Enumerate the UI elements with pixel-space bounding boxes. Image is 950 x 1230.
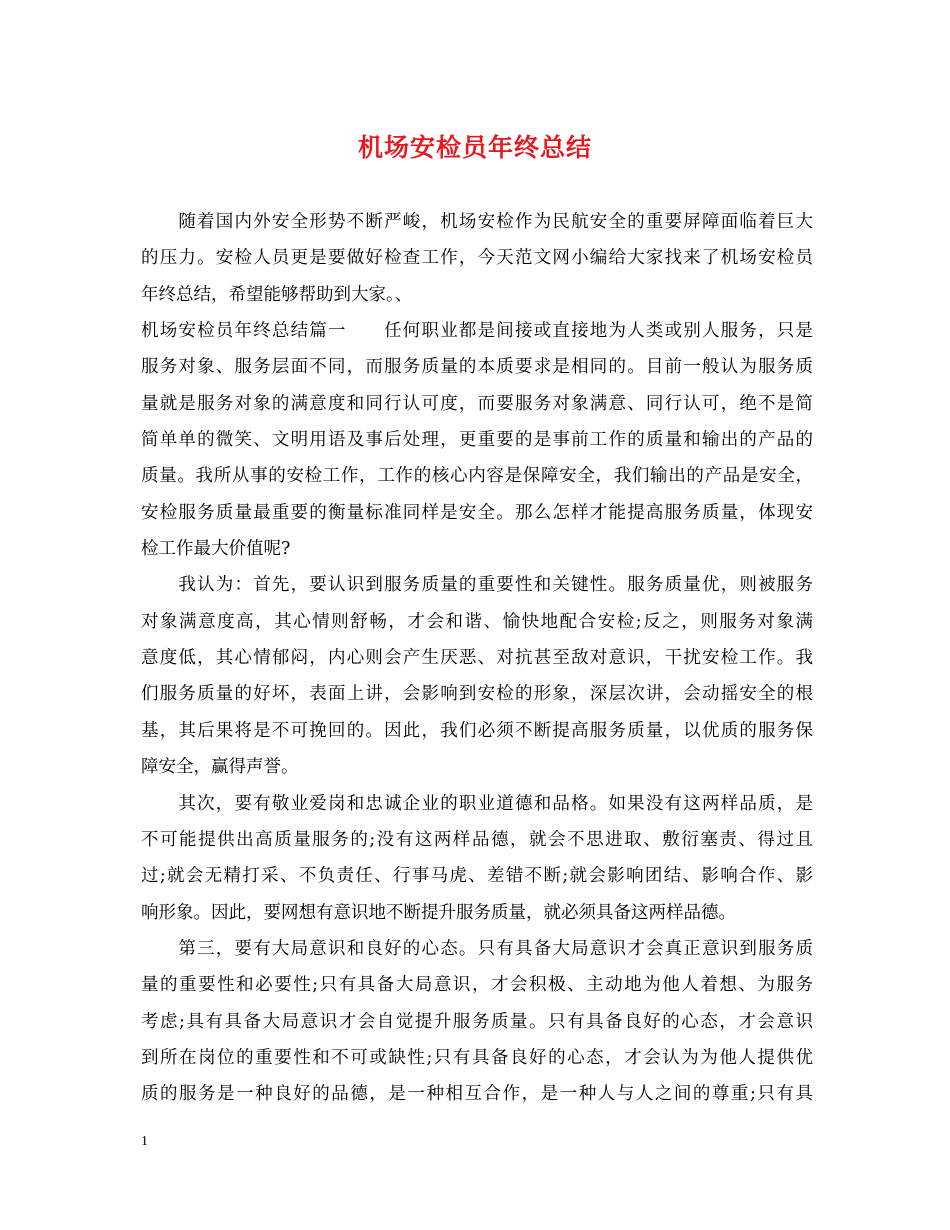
document-title: 机场安检员年终总结: [357, 133, 592, 162]
text-line: 服务对象、服务层面不同，而服务质量的本质要求是相同的。目前一般认为服务质: [141, 357, 813, 378]
text-line: 质量。我所从事的安检工作，工作的核心内容是保障安全，我们输出的产品是安全，: [141, 466, 813, 487]
text-line: 到所在岗位的重要性和不可或缺性;只有具备良好的心态，才会认为为他人提供优: [141, 1047, 813, 1068]
text-line: 机场安检员年终总结篇一 任何职业都是间接或直接地为人类或别人服务，只是: [141, 321, 813, 342]
text-line: 其次，要有敬业爱岗和忠诚企业的职业道德和品格。如果没有这两样品质，是: [141, 793, 813, 814]
text-line: 量的重要性和必要性;只有具备大局意识，才会积极、主动地为他人着想、为服务: [141, 975, 813, 996]
text-line: 简单单的微笑、文明用语及事后处理，更重要的是事前工作的质量和输出的产品的: [141, 430, 813, 451]
text-line: 意度低，其心情郁闷，内心则会产生厌恶、对抗甚至敌对意识，干扰安检工作。我: [141, 648, 813, 669]
text-line: 基，其后果将是不可挽回的。因此，我们必须不断提高服务质量，以优质的服务保: [141, 720, 813, 741]
text-line: 响形象。因此，要网想有意识地不断提升服务质量，就必须具备这两样品德。: [141, 902, 736, 923]
text-line: 年终总结，希望能够帮助到大家。、: [141, 284, 413, 305]
text-line: 质的服务是一种良好的品德，是一种相互合作，是一种人与人之间的尊重;只有具: [141, 1084, 813, 1105]
text-line: 考虑;具有具备大局意识才会自觉提升服务质量。只有具备良好的心态，才会意识: [141, 1011, 813, 1032]
text-line: 不可能提供出高质量服务的;没有这两样品德，就会不思进取、敷衍塞责、得过且: [141, 829, 813, 850]
text-line: 们服务质量的好坏，表面上讲，会影响到安检的形象，深层次讲，会动摇安全的根: [141, 684, 813, 705]
text-line: 障安全，赢得声誉。: [141, 757, 299, 778]
text-line: 安检服务质量最重要的衡量标准同样是安全。那么怎样才能提高服务质量，体现安: [141, 502, 813, 523]
text-line: 对象满意度高，其心情则舒畅，才会和谐、愉快地配合安检;反之，则服务对象满: [141, 611, 813, 632]
document-body: [141, 204, 813, 1113]
text-line: 过;就会无精打采、不负责任、行事马虎、差错不断;就会影响团结、影响合作、影: [141, 866, 813, 887]
text-line: 的压力。安检人员更是要做好检查工作，今天范文网小编给大家找来了机场安检员: [141, 248, 813, 269]
text-line: 第三，要有大局意识和良好的心态。只有具备大局意识才会真正意识到服务质: [141, 938, 813, 959]
text-line: 我认为：首先，要认识到服务质量的重要性和关键性。服务质量优，则被服务: [141, 575, 813, 596]
text-line: 随着国内外安全形势不断严峻，机场安检作为民航安全的重要屏障面临着巨大: [141, 212, 813, 232]
page-number: 1: [141, 1134, 148, 1149]
text-line: 量就是服务对象的满意度和同行认可度，而要服务对象满意、同行认可，绝不是简: [141, 393, 813, 414]
text-line: 检工作最大价值呢?: [141, 539, 291, 560]
